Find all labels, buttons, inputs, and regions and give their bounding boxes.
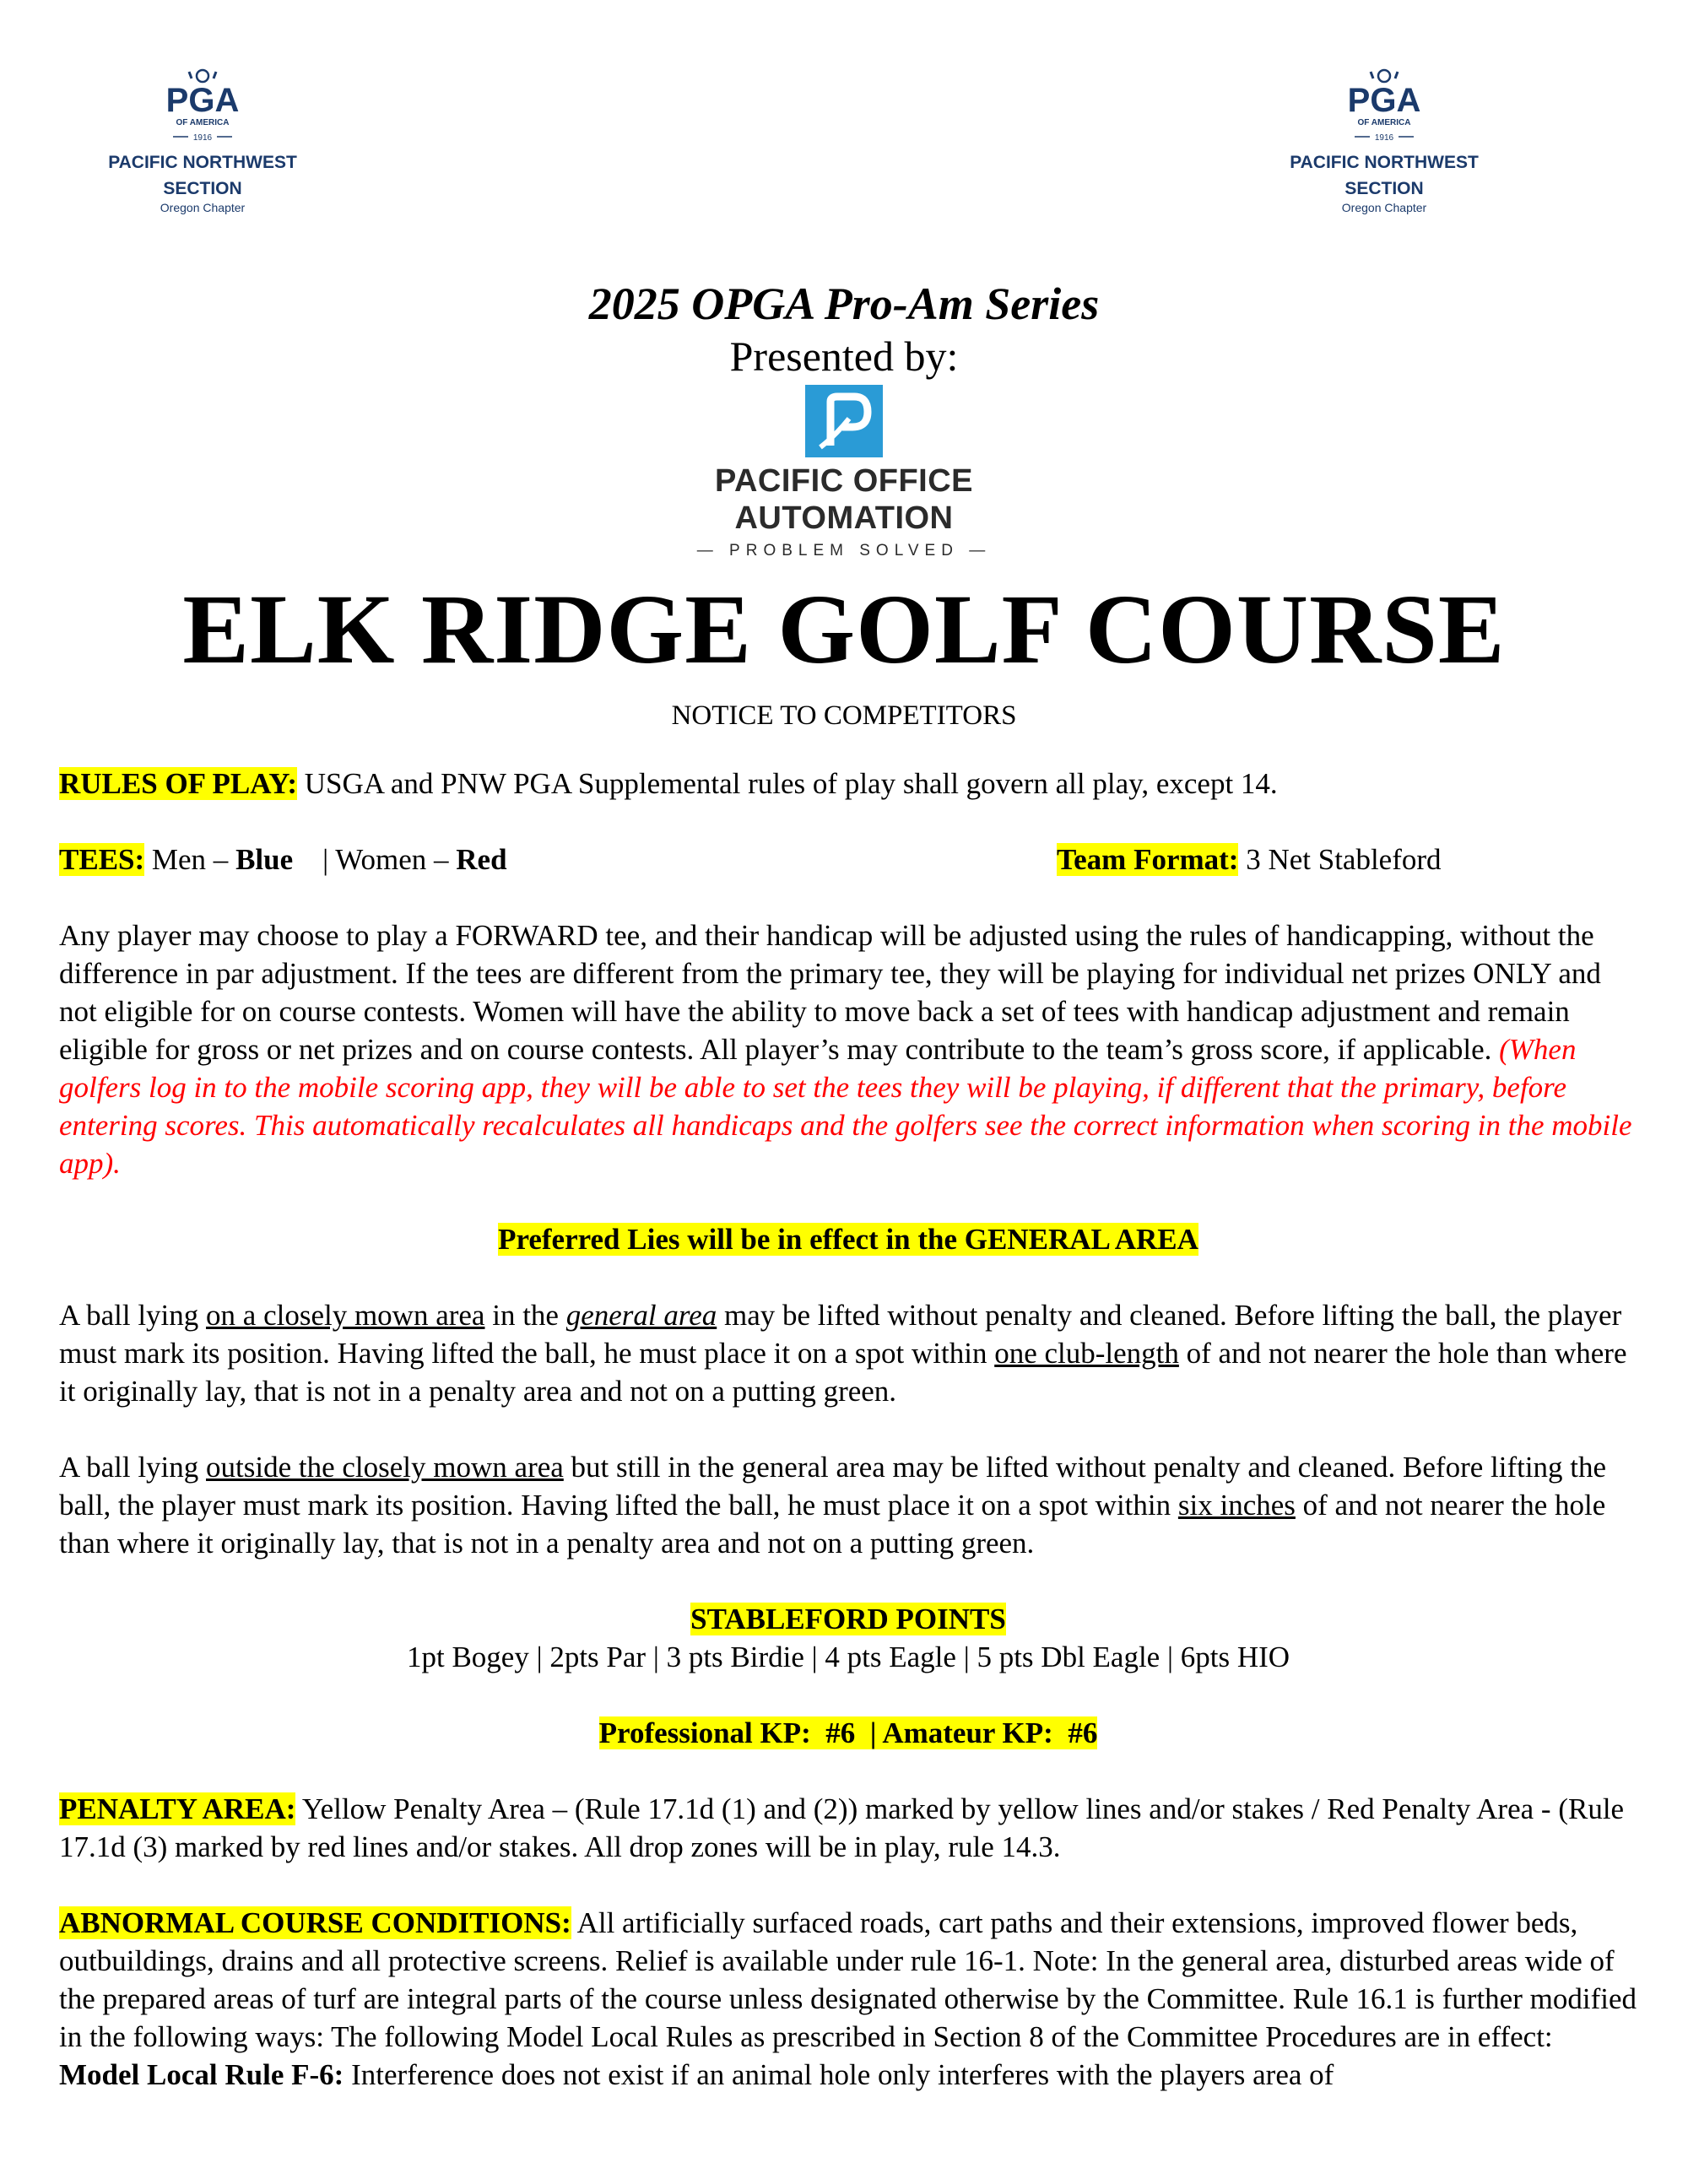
rules-of-play	[59, 765, 1637, 803]
rules-of-play-label: RULES OF PLAY:	[59, 767, 298, 800]
logo-section-line1: PACIFIC NORTHWEST	[108, 153, 297, 172]
pga-year: 1916	[1374, 133, 1394, 143]
pga-of-america: OF AMERICA	[176, 118, 230, 127]
abnormal-conditions	[59, 1904, 1637, 2056]
logo-chapter: Oregon Chapter	[1341, 201, 1427, 214]
forward-tee-paragraph	[59, 916, 1637, 1182]
p1-text: A ball lying	[59, 1299, 207, 1332]
pga-emblem-icon	[148, 68, 257, 148]
p2-underline-2: six inches	[1177, 1489, 1296, 1522]
tees-women-prefix: | Women –	[293, 843, 457, 876]
stableford-values: 1pt Bogey | 2pts Par | 3 pts Birdie | 4 pts Eagle | 5 pts Dbl Eagle | 6pts HIO	[406, 1641, 1290, 1673]
notice-heading: NOTICE TO COMPETITORS	[671, 700, 1017, 731]
sponsor-name: PACIFIC OFFICE AUTOMATION	[714, 463, 974, 536]
preferred-lies-p2	[59, 1448, 1637, 1562]
pga-year: 1916	[192, 133, 213, 143]
abnormal-label: ABNORMAL COURSE CONDITIONS:	[59, 1906, 571, 1939]
model-rule-label: Model Local Rule F-6:	[59, 2058, 344, 2091]
kp-text: Professional KP: #6 | Amateur KP: #6	[598, 1716, 1098, 1749]
tees-women-value: Red	[456, 843, 507, 876]
tees-line	[59, 841, 1637, 878]
kp-line	[59, 1714, 1637, 1752]
p1-italic-underline: general area	[565, 1299, 717, 1332]
series-title: 2025 OPGA Pro-Am Series	[588, 278, 1100, 329]
preferred-lies	[59, 1220, 1637, 1258]
p1-text: in the	[484, 1299, 566, 1332]
tees-label: TEES:	[59, 843, 145, 876]
abnormal-text: All artificially surfaced roads, cart paths and their extensions, improved flower beds, outbuildings, drains and all protective screens. Relief is available under rule 16-1. Note: In the general area, disturbed areas wide of the prepared areas of turf are integral parts of the course unless designated otherwise by the Committee. Rule 16.1 is further modified in the following ways: The following Model Local Rules as prescribed in Section 8 of the Committee Procedures are in effect:	[59, 1906, 1637, 2053]
logo-chapter: Oregon Chapter	[160, 201, 246, 214]
penalty-area-label: PENALTY AREA:	[59, 1792, 296, 1825]
sponsor-logo	[612, 385, 1076, 560]
forward-tee-red-note: (When golfers log in to the mobile scoring app, they will be able to set the tees they will be playing, if different that the primary, before entering scores. This automatically recalculates all handicaps and the golfers see the correct information when scoring in the mobile app).	[59, 1033, 1632, 1180]
notice-body	[59, 765, 1637, 2132]
forward-tee-text: Any player may choose to play a FORWARD tee, and their handicap will be adjusted using the rules of handicapping, without the difference in par adjustment. If the tees are different from the primary tee, they will be playing for individual net prizes ONLY and not eligible for on course contests. Women will have the ability to move back a set of tees with handicap adjustment and remain eligible for gross or net prizes and on course contests. All player’s may contribute to the team’s gross score, if applicable.	[59, 919, 1601, 1066]
stableford-points	[59, 1600, 1637, 1676]
logo-section-line2: SECTION	[1344, 179, 1424, 198]
course-title: ELK RIDGE GOLF COURSE	[182, 574, 1506, 684]
sponsor-p-icon	[805, 385, 883, 457]
pga-emblem-icon	[1329, 68, 1439, 148]
presented-by: Presented by:	[729, 332, 959, 380]
pga-logo-left	[89, 68, 316, 215]
tees-men-prefix: Men –	[144, 843, 236, 876]
p2-text: but still in the general area may be lifted without penalty and cleaned. Before lifting the ball, the player must mark its position. Having lifted the ball, he must place it on a spot within	[59, 1451, 1607, 1522]
p1-underline-1: on a closely mown area	[206, 1299, 485, 1332]
model-local-rule	[59, 2056, 1637, 2094]
preferred-lies-p1	[59, 1296, 1637, 1410]
team-format-value: 3 Net Stableford	[1238, 843, 1442, 876]
p2-text: of and not nearer the hole than where it originally lay, that is not in a penalty area and not on a putting green.	[59, 1489, 1606, 1560]
preferred-lies-heading: Preferred Lies will be in effect in the GENERAL AREA	[498, 1223, 1198, 1256]
logo-section-line1: PACIFIC NORTHWEST	[1290, 153, 1479, 172]
p1-text: may be lifted without penalty and cleaned. Before lifting the ball, the player must mark its position. Having lifted the ball, he must place it on a spot within	[59, 1299, 1622, 1370]
model-rule-text: Interference does not exist if an animal hole only interferes with the players area of	[344, 2058, 1334, 2091]
stableford-heading: STABLEFORD POINTS	[690, 1603, 1006, 1635]
p1-text: of and not nearer the hole than where it originally lay, that is not in a penalty area and not on a putting green.	[59, 1337, 1627, 1408]
penalty-area	[59, 1790, 1637, 1866]
p1-underline-2: one club-length	[994, 1337, 1179, 1370]
p2-underline-1: outside the closely mown area	[206, 1451, 564, 1484]
team-format	[1057, 841, 1442, 878]
penalty-area-text: Yellow Penalty Area – (Rule 17.1d (1) and (2)) marked by yellow lines and/or stakes / Red Penalty Area - (Rule 17.1d (3) marked by red lines and/or stakes. All drop zones will be in play, rule 14.3.	[59, 1792, 1625, 1863]
logo-section-line2: SECTION	[163, 179, 242, 198]
pga-wordmark: PGA	[165, 82, 240, 119]
team-format-label: Team Format:	[1057, 843, 1239, 876]
sponsor-tagline: — PROBLEM SOLVED —	[696, 542, 992, 560]
pga-wordmark: PGA	[1347, 82, 1421, 119]
p2-text: A ball lying	[59, 1451, 207, 1484]
tees-men-value: Blue	[235, 843, 294, 876]
pga-of-america: OF AMERICA	[1357, 118, 1411, 127]
rules-of-play-text: USGA and PNW PGA Supplemental rules of play shall govern all play, except 14.	[297, 767, 1278, 800]
pga-logo-right	[1270, 68, 1498, 215]
